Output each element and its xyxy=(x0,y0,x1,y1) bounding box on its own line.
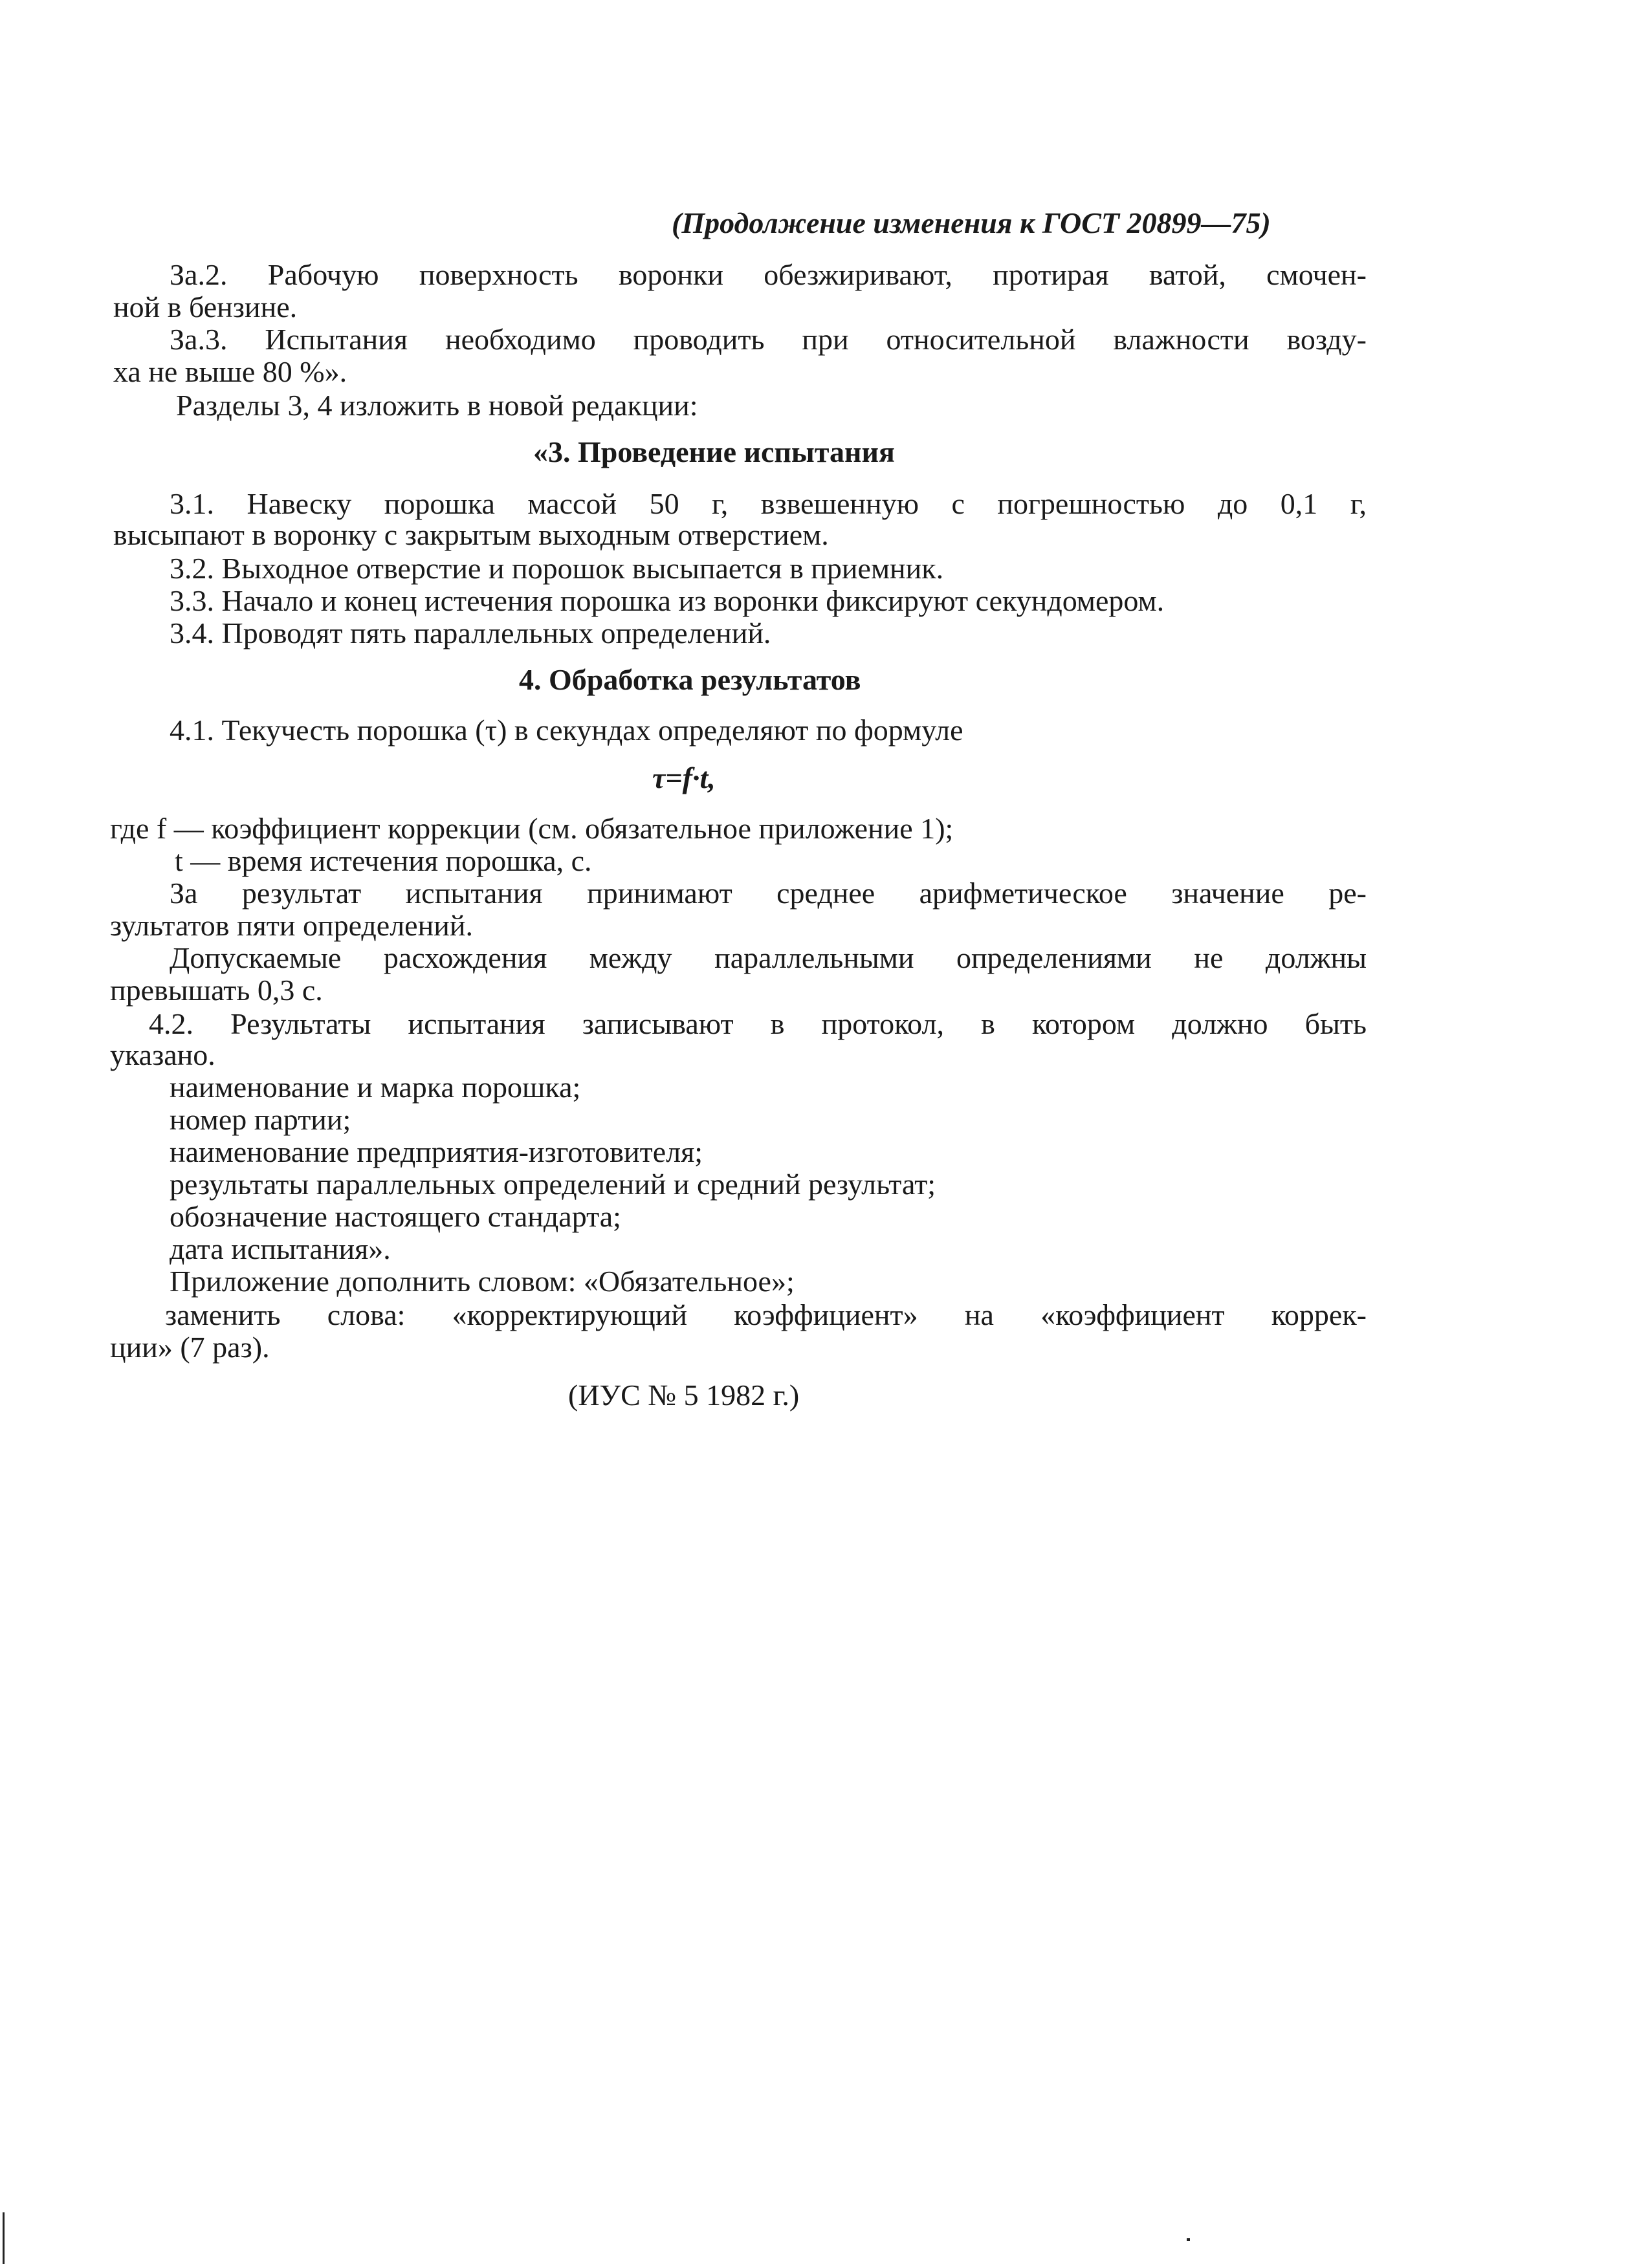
footer-reference: (ИУС № 5 1982 г.) xyxy=(568,1379,800,1412)
where-t-line: t — время истечения порошка, с. xyxy=(175,844,592,877)
replace-line1: заменить слова: «корректирующий коэффициент» на «коэффициент коррек- xyxy=(165,1298,1367,1331)
list-item: наименование предприятия-изготовителя; xyxy=(170,1135,703,1168)
list-item: обозначение настоящего стандарта; xyxy=(170,1200,621,1233)
paragraph-41: 4.1. Текучесть порошка (τ) в секундах определяют по формуле xyxy=(170,714,963,747)
paragraph-34: 3.4. Проводят пять параллельных определений. xyxy=(170,616,771,649)
list-item: результаты параллельных определений и средний результат; xyxy=(170,1168,936,1201)
page-header: (Продолжение изменения к ГОСТ 20899—75) xyxy=(672,206,1271,239)
paragraph-31-line2: высыпают в воронку с закрытым выходным отверстием. xyxy=(113,518,829,551)
paragraph-3a2-line2: ной в бензине. xyxy=(113,290,298,323)
paragraph-3a3-line2: ха не выше 80 %». xyxy=(113,355,347,388)
scan-dot-mark xyxy=(1187,2238,1190,2241)
where-f-line: где f — коэффициент коррекции (см. обязательное приложение 1); xyxy=(110,812,954,845)
formula: τ=f·t, xyxy=(652,761,716,794)
paragraph-42-line1: 4.2. Результаты испытания записывают в протокол, в котором должно быть xyxy=(149,1007,1367,1040)
paragraph-42-line2: указано. xyxy=(110,1038,215,1071)
sections-intro: Разделы 3, 4 изложить в новой редакции: xyxy=(176,389,698,422)
list-item: номер партии; xyxy=(170,1103,351,1136)
paragraph-32: 3.2. Выходное отверстие и порошок высыпается в приемник. xyxy=(170,552,944,585)
tolerance-line2: превышать 0,3 с. xyxy=(110,974,323,1007)
result-line2: зультатов пяти определений. xyxy=(110,909,473,942)
result-line1: За результат испытания принимают среднее арифметическое значение ре- xyxy=(170,877,1367,910)
paragraph-31-line1: 3.1. Навеску порошка массой 50 г, взвешенную с погрешностью до 0,1 г, xyxy=(170,487,1367,520)
section4-title: 4. Обработка результатов xyxy=(519,663,861,696)
list-item: дата испытания». xyxy=(170,1232,391,1265)
scan-edge-mark xyxy=(3,2212,5,2264)
list-item: наименование и марка порошка; xyxy=(170,1071,581,1104)
replace-line2: ции» (7 раз). xyxy=(110,1331,270,1364)
paragraph-33: 3.3. Начало и конец истечения порошка из воронки фиксируют секундомером. xyxy=(170,584,1165,617)
paragraph-3a2-line1: За.2. Рабочую поверхность воронки обезжиривают, протирая ватой, смочен- xyxy=(170,258,1367,291)
paragraph-3a3-line1: За.3. Испытания необходимо проводить при относительной влажности возду- xyxy=(170,323,1367,356)
tolerance-line1: Допускаемые расхождения между параллельными определениями не должны xyxy=(170,941,1367,974)
appendix-line: Приложение дополнить словом: «Обязательное»; xyxy=(170,1265,795,1298)
section3-title: «3. Проведение испытания xyxy=(533,435,895,468)
